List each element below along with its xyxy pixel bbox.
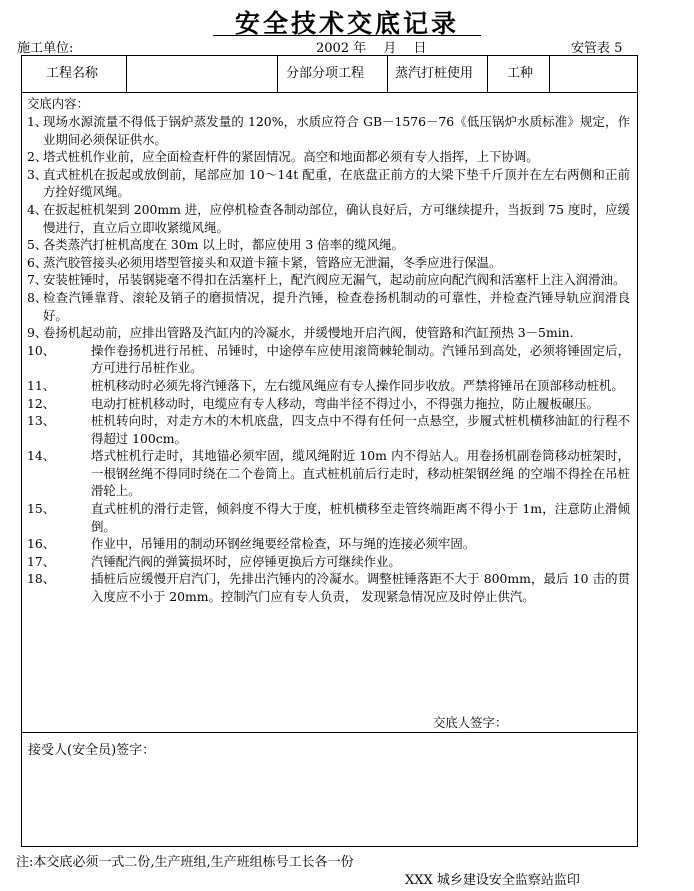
disclosure-item [27,377,630,395]
item-text: 作业中，吊锤用的制动环钢丝绳要经常检查，环与绳的连接必须牢固。 [91,536,476,552]
row-divider [126,56,127,92]
row-separator [22,732,637,733]
item-text: 蒸汽胶管接头必须用塔型管接头和双道卡箍卡紧，管路应无泄漏，冬季应进行保温。 [43,254,502,270]
form-number: 安管表 5 [571,41,623,56]
item-number: 2、 [27,149,48,165]
disclosure-items [27,113,630,606]
disclosure-item [27,570,630,605]
item-text: 安装桩锤时，吊装钢毙毫不得扣在活塞杆上，配汽阀应无漏气，起动前应向配汽阀和活塞杆上注入润滑油。 [43,272,626,288]
content-heading: 交底内容： [27,96,89,111]
item-text: 直式桩机在扳起或放倒前，尾部应加 10～14t 配重，在底盘正前方的大梁下垫千斤顶并在左右两侧和正前方拴好缆风绳。 [43,166,630,200]
item-number: 1、 [27,114,48,129]
item-number: 3、 [27,166,48,182]
item-number: 13、 [27,413,56,429]
supervision-stamp: XXX 城乡建设安全监察站监印 [405,873,580,888]
item-text: 直式桩机的滑行走管，倾斜度不得大于度，桩机横移至走管终端距离不得小于 1m，注意防止滑倾倒。 [91,501,630,534]
item-text: 电动打桩机移动时，电缆应有专人移动，弯曲半径不得过小，不得强力拖拉，防止履板碾压。 [91,395,600,411]
disclosure-item [27,412,630,447]
sub-project-value: 蒸汽打桩使用 [395,66,474,81]
item-number: 8、 [27,289,48,305]
item-text: 塔式桩机行走时，其地锚必须牢固，缆风绳附近 10m 内不得站人。用卷扬机副卷筒移动桩架时，一根钢丝绳不得同时绕在二个卷筒上。直式桩机前后行走时，移动桩架钢丝绳 的空端不得拴在吊桩滑轮上。 [91,448,630,499]
disclosure-item [27,553,630,571]
item-number: 17、 [27,553,56,569]
item-text: 操作卷扬机进行吊桩、吊锤时，中途停车应使用滚筒棘轮制动。汽锤吊到高处，必须将锤固定后，方可进行吊桩作业。 [91,342,630,376]
discloser-signature-label: 交底人签字： [433,715,508,730]
item-number: 12、 [27,395,56,411]
disclosure-item [27,324,630,342]
row-divider [387,56,388,92]
item-number: 15、 [27,501,56,517]
item-number: 14、 [27,448,56,464]
footer-note: 注:本交底必须一式二份,生产班组,生产班组栋号工长各一份 [16,855,354,870]
page-title: 安全技术交底记录 [234,9,459,38]
item-text: 桩机转向时，对走方木的木机底盘，四支点中不得有任何一点悬空，步履式桩机横移油缸的行程不得超过 100cm。 [91,413,630,446]
disclosure-item [27,342,630,377]
sub-project-label: 分部分项工程 [286,66,365,81]
item-text: 各类蒸汽打桩机高度在 30m 以上时，都应使用 3 倍率的缆风绳。 [43,237,404,253]
item-text: 在扳起桩机架到 200mm 进，应停机检查各制动部位，确认良好后，方可继续提升，当扳到 75 度时，应缓慢进行，直立后立即收紧缆风绳。 [43,201,630,235]
item-number: 4、 [27,201,48,217]
disclosure-item [27,254,630,272]
row-divider [277,56,278,92]
disclosure-content [27,96,630,606]
item-number: 7、 [27,272,48,288]
item-number: 16、 [27,536,56,552]
disclosure-item [27,113,630,148]
item-text: 桩机移动时必须先将汽锤落下，左右缆风绳应有专人操作同步收放。严禁将锤吊在顶部移动桩机。 [91,377,624,393]
disclosure-item [27,271,630,289]
item-number: 6、 [27,254,48,270]
disclosure-item [27,500,630,535]
disclosure-item [27,535,630,553]
item-number: 11、 [27,377,56,393]
item-text: 汽锤配汽阀的弹簧损坏时，应停锤更换后方可继续作业。 [91,553,401,569]
item-number: 10、 [27,342,56,358]
row-separator [22,92,637,93]
item-number: 5、 [27,237,48,253]
project-name-label: 工程名称 [46,66,99,81]
disclosure-sheet [21,55,638,847]
item-text: 塔式桩机作业前，应全面检查杆件的紧固情况。高空和地面都必须有专人指挥，上下协调。 [43,149,539,165]
disclosure-item [27,166,630,201]
item-text: 卷扬机起动前，应排出管路及汽缸内的冷凝水，并缓慢地开启汽阀，使管路和汽缸预热 3－5min. [43,325,574,341]
trade-label: 工种 [507,66,534,81]
disclosure-item [27,289,630,324]
item-text: 检查汽锤靠背、滚轮及销子的磨损情况，提升汽锤，检查卷扬机制动的可靠性，并检查汽锤导轨应润滑良好。 [43,289,630,323]
date-field: 2002 年 月 日 [316,41,427,56]
disclosure-item [27,236,630,254]
receiver-signature-label: 接受人(安全员)签字： [28,743,156,758]
construction-unit-label: 施工单位: [17,41,74,56]
row-divider [487,56,488,92]
disclosure-item [27,148,630,166]
item-text: 插桩后应缓慢开启汽门，先排出汽锤内的冷凝水。调整桩锤落距不大于 800mm，最后 10 击的贯入度应不小于 20mm。控制汽门应有专人负责， 发现紧急情况应及时停止供汽。 [91,571,630,605]
item-text: 现场水源流量不得低于锅炉蒸发量的 120%，水质应符合 GB－1576－76《低压锅炉水质标准》规定，作业期间必须保证供水。 [43,114,630,147]
title-underline [213,35,481,36]
disclosure-item [27,395,630,413]
item-number: 9、 [27,325,48,341]
row-divider [549,56,550,92]
disclosure-item [27,447,630,500]
item-number: 18、 [27,571,56,587]
disclosure-item [27,201,630,236]
